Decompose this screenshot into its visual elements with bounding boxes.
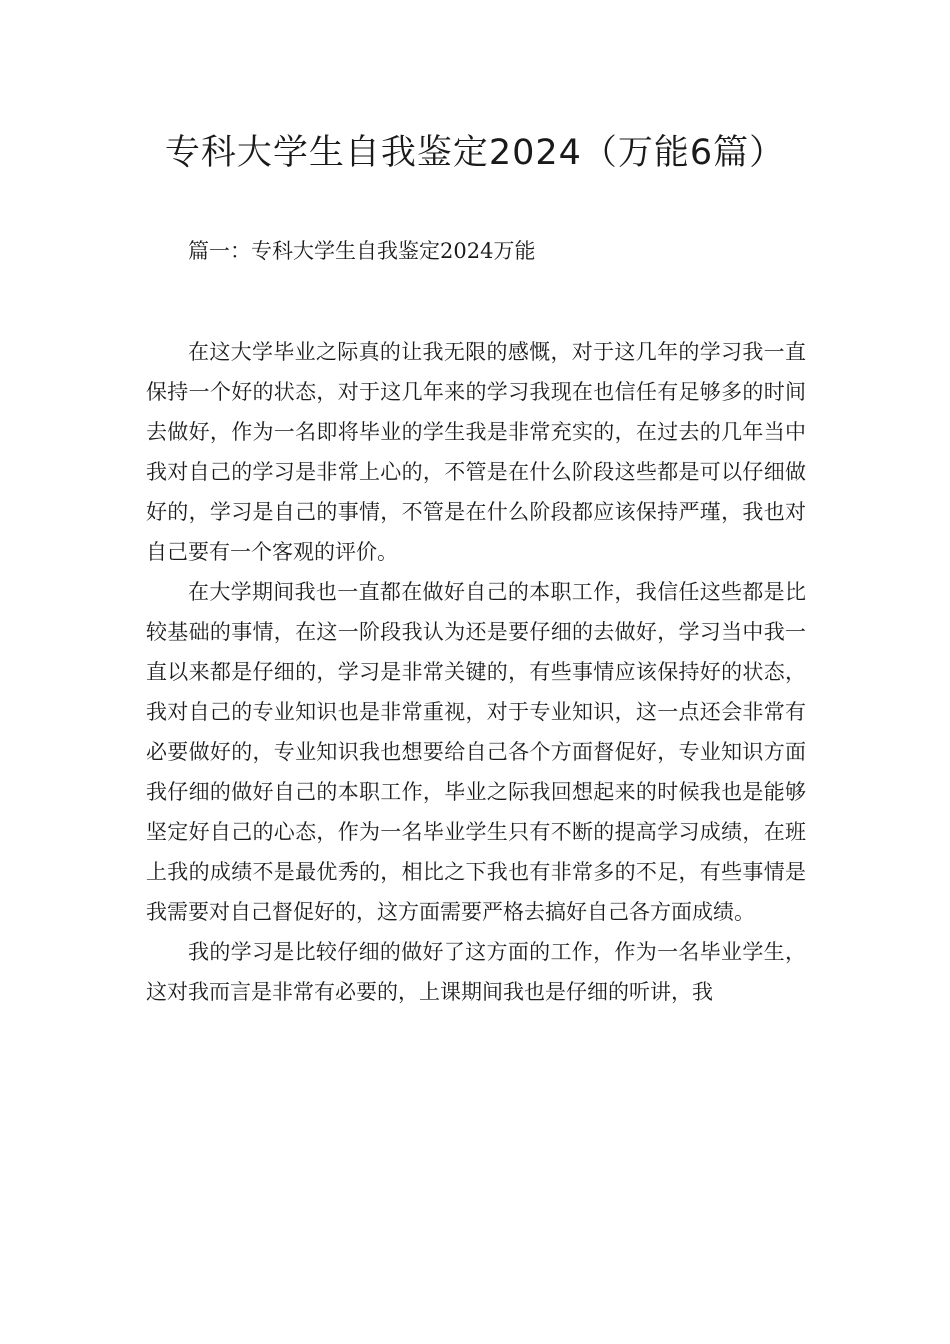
paragraph: 在这大学毕业之际真的让我无限的感慨，对于这几年的学习我一直保持一个好的状态，对于这几年来的学习我现在也信任有足够多的时间去做好，作为一名即将毕业的学生我是非常充实的，在过去的几年当中我对自己的学习是非常上心的，不管是在什么阶段这些都是可以仔细做好的，学习是自己的事情，不管是在什么阶段都应该保持严瑾，我也对自己要有一个客观的评价。 (146, 340, 806, 564)
document-title: 专科大学生自我鉴定2024（万能6篇） (164, 133, 786, 173)
paragraph: 我的学习是比较仔细的做好了这方面的工作，作为一名毕业学生，这对我而言是非常有必要的，上课期间我也是仔细的听讲，我 (146, 940, 806, 1004)
document-body (146, 332, 806, 1012)
section-heading: 篇一：专科大学生自我鉴定2024万能 (188, 239, 536, 263)
paragraph: 在大学期间我也一直都在做好自己的本职工作，我信任这些都是比较基础的事情，在这一阶段我认为还是要仔细的去做好，学习当中我一直以来都是仔细的，学习是非常关键的，有些事情应该保持好的状态，我对自己的专业知识也是非常重视，对于专业知识，这一点还会非常有必要做好的，专业知识我也想要给自己各个方面督促好，专业知识方面我仔细的做好自己的本职工作，毕业之际我回想起来的时候我也是能够坚定好自己的心态，作为一名毕业学生只有不断的提高学习成绩，在班上我的成绩不是最优秀的，相比之下我也有非常多的不足，有些事情是我需要对自己督促好的，这方面需要严格去搞好自己各方面成绩。 (146, 580, 806, 924)
